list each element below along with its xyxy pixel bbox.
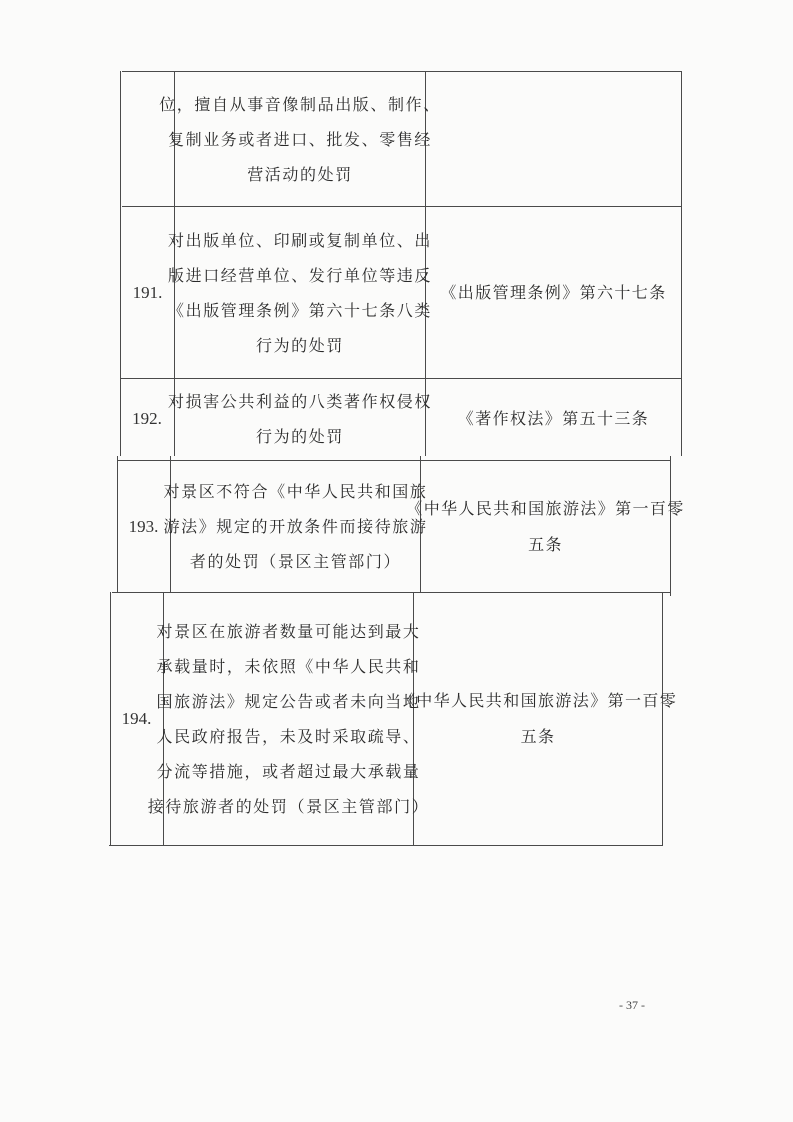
legal-basis [426,379,681,459]
page-number: - 37 - [619,998,645,1012]
description-line: 对景区不符合《中华人民共和国旅 [163,482,428,501]
legal-basis [398,593,678,845]
description-line: 分流等措施，或者超过最大承载量 [156,762,421,781]
description-line: 对出版单位、印刷或复制单位、出 [168,230,433,250]
row-number: 191. [132,282,163,302]
description-line: 版进口经营单位、发行单位等违反 [168,265,433,285]
legal-basis-line: 《中华人民共和国旅游法》第一百零 [398,691,678,710]
legal-basis-line: 《中华人民共和国旅游法》第一百零 [406,498,685,518]
description-line: 营活动的处罚 [247,164,353,184]
violation-description [168,207,433,378]
description-line: 者的处罚（景区主管部门） [189,552,402,571]
description-line: 复制业务或者进口、批发、零售经 [168,129,433,149]
row-number: 192. [132,409,162,428]
legal-basis [426,207,681,378]
violation-description [159,72,441,206]
description-line: 行为的处罚 [255,335,344,355]
violation-description [168,379,433,459]
row-number: 193. [128,516,159,536]
description-line: 接待旅游者的处罚（景区主管部门） [147,797,430,816]
violation-description [147,593,430,845]
description-line: 人民政府报告，未及时采取疏导、 [156,727,421,746]
description-line: 国旅游法》规定公告或者未向当地 [156,692,421,711]
table-border-bottom [109,845,663,846]
description-line: 游法》规定的开放条件而接待旅游 [163,517,428,536]
legal-basis [406,461,685,592]
description-line: 对损害公共利益的八类著作权侵权 [168,392,433,411]
row-number: 194. [121,709,152,728]
description-line: 《出版管理条例》第六十七条八类 [168,300,433,320]
legal-basis-line: 《出版管理条例》第六十七条 [440,282,667,302]
legal-basis-line: 《著作权法》第五十三条 [457,409,650,428]
legal-basis-line: 五条 [520,727,556,746]
description-line: 位，擅自从事音像制品出版、制作、 [159,94,441,114]
description-line: 行为的处罚 [255,427,344,446]
violation-description [163,461,428,592]
description-line: 承载量时，未依照《中华人民共和 [156,657,421,676]
description-line: 对景区在旅游者数量可能达到最大 [156,622,421,641]
table-border-right [681,71,682,456]
legal-basis-line: 五条 [528,534,563,554]
